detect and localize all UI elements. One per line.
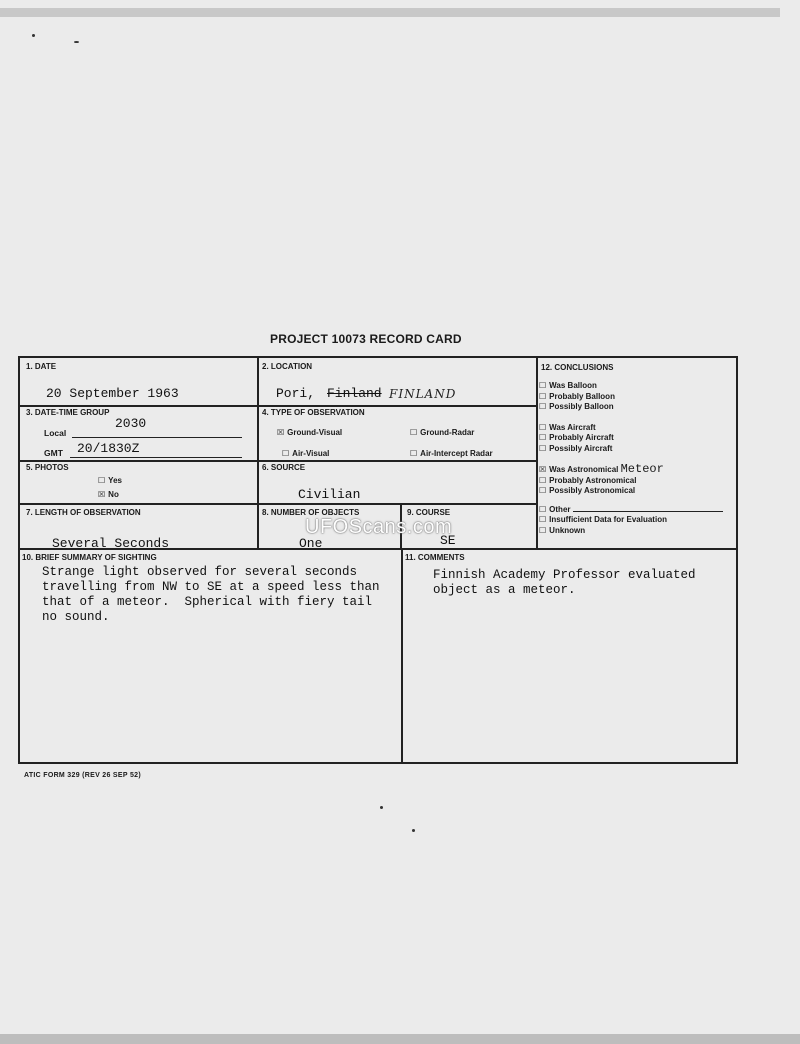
checkbox-icon: ☐ xyxy=(539,515,547,524)
conclusion-label: Possibly Aircraft xyxy=(549,443,613,453)
conclusion-label: Probably Astronomical xyxy=(549,475,637,485)
local-underline xyxy=(72,437,242,438)
gmt-label: GMT xyxy=(44,448,63,458)
conclusion-label: Insufficient Data for Evaluation xyxy=(549,515,667,524)
comments-line: Finnish Academy Professor evaluated xyxy=(433,568,696,582)
conclusion-probably-aircraft[interactable] xyxy=(539,433,723,444)
conclusion-unknown[interactable] xyxy=(539,526,723,537)
location-value: Pori, xyxy=(276,386,316,401)
divider xyxy=(536,358,538,548)
option-air-visual[interactable] xyxy=(282,449,329,458)
conclusion-label: Was Aircraft xyxy=(549,422,596,432)
conclusion-note: Meteor xyxy=(620,462,664,476)
conclusion-label: Was Balloon xyxy=(549,381,597,390)
checkbox-icon: ☐ xyxy=(539,443,547,453)
location-handwritten: FINLAND xyxy=(389,387,457,401)
conclusion-was-aircraft[interactable] xyxy=(539,423,723,434)
conclusion-possibly-balloon[interactable] xyxy=(539,402,723,413)
summary-label: 10. BRIEF SUMMARY OF SIGHTING xyxy=(22,553,157,562)
gmt-time-value: 20/1830Z xyxy=(77,441,140,456)
date-label: 1. DATE xyxy=(26,362,57,371)
date-value: 20 September 1963 xyxy=(46,386,179,401)
scan-speck xyxy=(32,34,35,37)
scan-speck xyxy=(412,829,415,832)
summary-line: no sound. xyxy=(42,610,110,624)
summary-line: Strange light observed for several seconds xyxy=(42,565,358,579)
other-underline xyxy=(573,511,723,512)
checkbox-icon: ☐ xyxy=(539,391,547,401)
conclusion-label: Probably Aircraft xyxy=(549,433,614,442)
summary-line: travelling from NW to SE at a speed less than xyxy=(42,580,380,594)
conclusion-was-balloon[interactable] xyxy=(539,381,723,392)
conclusion-possibly-astronomical[interactable] xyxy=(539,486,723,497)
summary-text xyxy=(42,565,402,625)
checkbox-checked-icon: ☒ xyxy=(277,428,285,437)
photos-label: 5. PHOTOS xyxy=(26,463,69,472)
option-ground-radar[interactable] xyxy=(410,428,474,437)
checkbox-icon: ☐ xyxy=(539,433,547,442)
source-value: Civilian xyxy=(298,487,361,502)
divider xyxy=(257,358,259,548)
local-label: Local xyxy=(44,428,67,438)
conclusion-probably-balloon[interactable] xyxy=(539,392,723,403)
watermark: UFOScans.com xyxy=(305,516,453,538)
checkbox-icon: ☐ xyxy=(539,504,547,514)
option-label: No xyxy=(108,490,119,499)
course-value: SE xyxy=(440,533,456,548)
checkbox-icon: ☐ xyxy=(539,525,547,535)
checkbox-icon: ☐ xyxy=(539,381,547,390)
card-title: PROJECT 10073 RECORD CARD xyxy=(270,332,462,346)
type-of-observation-label: 4. TYPE OF OBSERVATION xyxy=(262,408,365,417)
location-struck-text: Finland xyxy=(327,386,382,401)
checkbox-icon: ☐ xyxy=(539,422,547,432)
summary-line: that of a meteor. Spherical with fiery tail xyxy=(42,595,373,609)
conclusion-was-astronomical[interactable] xyxy=(539,464,723,476)
photos-yes-option[interactable] xyxy=(98,476,122,485)
comments-line: object as a meteor. xyxy=(433,583,576,597)
checkbox-checked-icon: ☒ xyxy=(539,465,547,474)
location-label: 2. LOCATION xyxy=(262,362,313,371)
number-of-objects-label: 8. NUMBER OF OBJECTS xyxy=(262,508,360,517)
option-ground-visual[interactable] xyxy=(277,428,342,437)
number-of-objects-value: One xyxy=(299,536,323,551)
conclusion-label: Other xyxy=(549,504,571,514)
conclusion-label: Possibly Balloon xyxy=(549,402,614,411)
conclusion-label: Possibly Astronomical xyxy=(549,486,636,495)
comments-text xyxy=(433,568,733,598)
option-label: Air-Visual xyxy=(292,449,330,458)
conclusion-insufficient-data[interactable] xyxy=(539,515,723,526)
divider xyxy=(20,460,537,462)
length-value: Several Seconds xyxy=(52,536,170,551)
option-label: Ground-Radar xyxy=(420,428,475,437)
comments-label: 11. COMMENTS xyxy=(405,553,465,562)
checkbox-icon: ☐ xyxy=(282,449,290,458)
length-label: 7. LENGTH OF OBSERVATION xyxy=(26,508,141,517)
divider xyxy=(20,405,537,407)
checkbox-icon: ☐ xyxy=(410,428,418,437)
form-footer: ATIC FORM 329 (REV 26 SEP 52) xyxy=(24,772,141,779)
photos-no-option[interactable] xyxy=(98,490,119,499)
scan-top-edge xyxy=(0,8,780,17)
option-label: Ground-Visual xyxy=(287,428,343,437)
checkbox-checked-icon: ☒ xyxy=(98,490,106,499)
option-air-intercept-radar[interactable] xyxy=(410,449,493,458)
conclusions-list xyxy=(539,381,723,536)
conclusion-other[interactable] xyxy=(539,505,723,516)
checkbox-icon: ☐ xyxy=(539,402,547,411)
gmt-underline xyxy=(70,457,242,458)
scan-speck xyxy=(74,41,79,43)
spacer xyxy=(539,413,723,423)
checkbox-icon: ☐ xyxy=(539,486,547,495)
course-label: 9. COURSE xyxy=(407,508,451,517)
conclusion-label: Unknown xyxy=(549,525,586,535)
conclusion-label: Was Astronomical xyxy=(549,465,619,474)
option-label: Yes xyxy=(108,476,122,485)
option-label: Air-Intercept Radar xyxy=(420,449,493,458)
local-time-value: 2030 xyxy=(115,416,147,431)
checkbox-icon: ☐ xyxy=(539,475,547,485)
conclusions-label: 12. CONCLUSIONS xyxy=(541,363,614,372)
conclusion-possibly-aircraft[interactable] xyxy=(539,444,723,455)
conclusion-label: Probably Balloon xyxy=(549,391,615,401)
checkbox-icon: ☐ xyxy=(98,476,106,485)
scan-speck xyxy=(380,806,383,809)
conclusion-probably-astronomical[interactable] xyxy=(539,476,723,487)
divider xyxy=(20,503,537,505)
scan-bottom-edge xyxy=(0,1034,800,1044)
checkbox-icon: ☐ xyxy=(410,449,418,458)
spacer xyxy=(539,497,723,505)
date-time-group-label: 3. DATE-TIME GROUP xyxy=(26,408,110,417)
source-label: 6. SOURCE xyxy=(262,463,306,472)
